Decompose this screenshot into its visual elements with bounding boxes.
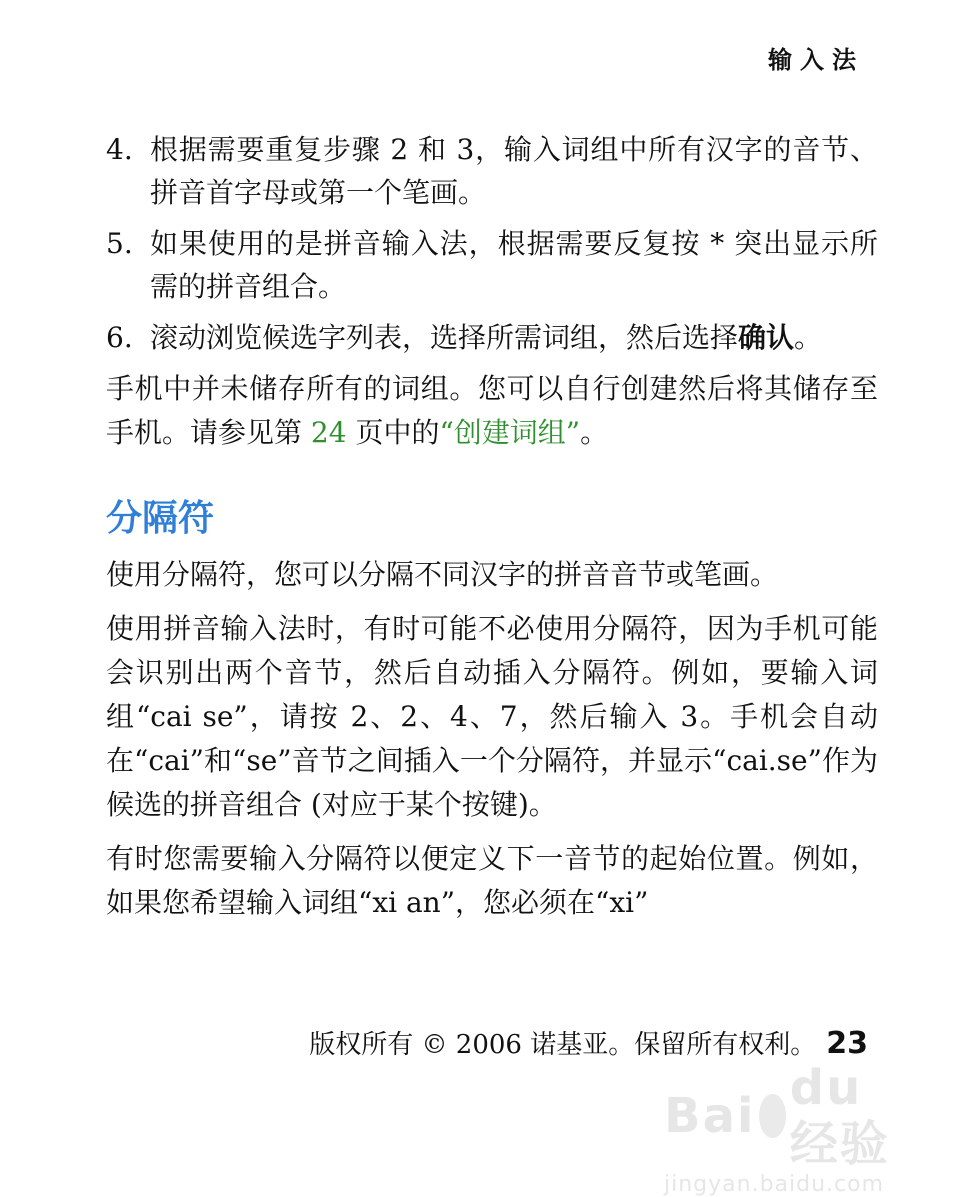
confirm-softkey-label: 确认 — [738, 321, 795, 354]
step-text — [150, 316, 878, 359]
baidu-logo-text-left: Bai — [664, 1088, 756, 1144]
baidu-logo — [664, 1060, 904, 1172]
section-title: 分隔符 — [106, 498, 215, 539]
section-paragraph-2: 使用拼音输入法时，有时可能不必使用分隔符，因为手机可能会识别出两个音节，然后自动插入分隔符。例如，要输入词组“cai se”，请按 2、2、4、7，然后输入 3。手机会自动在“cai”和“se”音节之间插入一个分隔符，并显示“cai.se”作为候选的拼音组合 (对应于某个按键)。 — [106, 612, 878, 821]
page-header: 输入法 — [768, 46, 864, 74]
baidu-watermark — [664, 1060, 904, 1197]
page-number: 23 — [826, 1026, 868, 1061]
section-paragraph-3: 有时您需要输入分隔符以便定义下一音节的起始位置。例如，如果您希望输入词组“xi an”，您必须在“xi” — [106, 842, 878, 919]
baidu-logo-text-right: du 经验 — [789, 1060, 890, 1172]
list-item — [106, 222, 878, 308]
step-text: 根据需要重复步骤 2 和 3，输入词组中所有汉字的音节、拼音首字母或第一个笔画。 — [150, 133, 878, 209]
step-text-main: 滚动浏览候选字列表，选择所需词组，然后选择 — [150, 321, 739, 354]
note-text: 手机中并未储存所有的词组。您可以自行创建然后将其储存至手机。请参见第 — [106, 372, 878, 449]
list-item — [106, 316, 878, 359]
step-number: 4. — [106, 133, 133, 166]
section-paragraph-1: 使用分隔符，您可以分隔不同汉字的拼音音节或笔画。 — [106, 558, 779, 591]
page-content — [106, 128, 878, 935]
note-text-end: 。 — [580, 416, 609, 449]
step-list — [106, 128, 878, 359]
list-item — [106, 128, 878, 214]
paw-icon — [759, 1094, 785, 1138]
step-text: 如果使用的是拼音输入法，根据需要反复按 * 突出显示所需的拼音组合。 — [150, 227, 878, 303]
copyright-text: 版权所有 © 2006 诺基亚。保留所有权利。 — [309, 1030, 817, 1060]
note-text-middle: 页中的 — [346, 416, 440, 449]
create-phrase-link[interactable]: “创建词组” — [439, 416, 581, 449]
step-number: 6. — [106, 321, 133, 354]
note-paragraph — [106, 367, 878, 455]
page-reference-link[interactable]: 24 — [310, 416, 347, 449]
step-text-end: 。 — [794, 321, 823, 354]
step-number: 5. — [106, 227, 133, 260]
watermark-url: jingyan.baidu.com — [664, 1172, 885, 1197]
page-footer — [309, 1024, 868, 1061]
